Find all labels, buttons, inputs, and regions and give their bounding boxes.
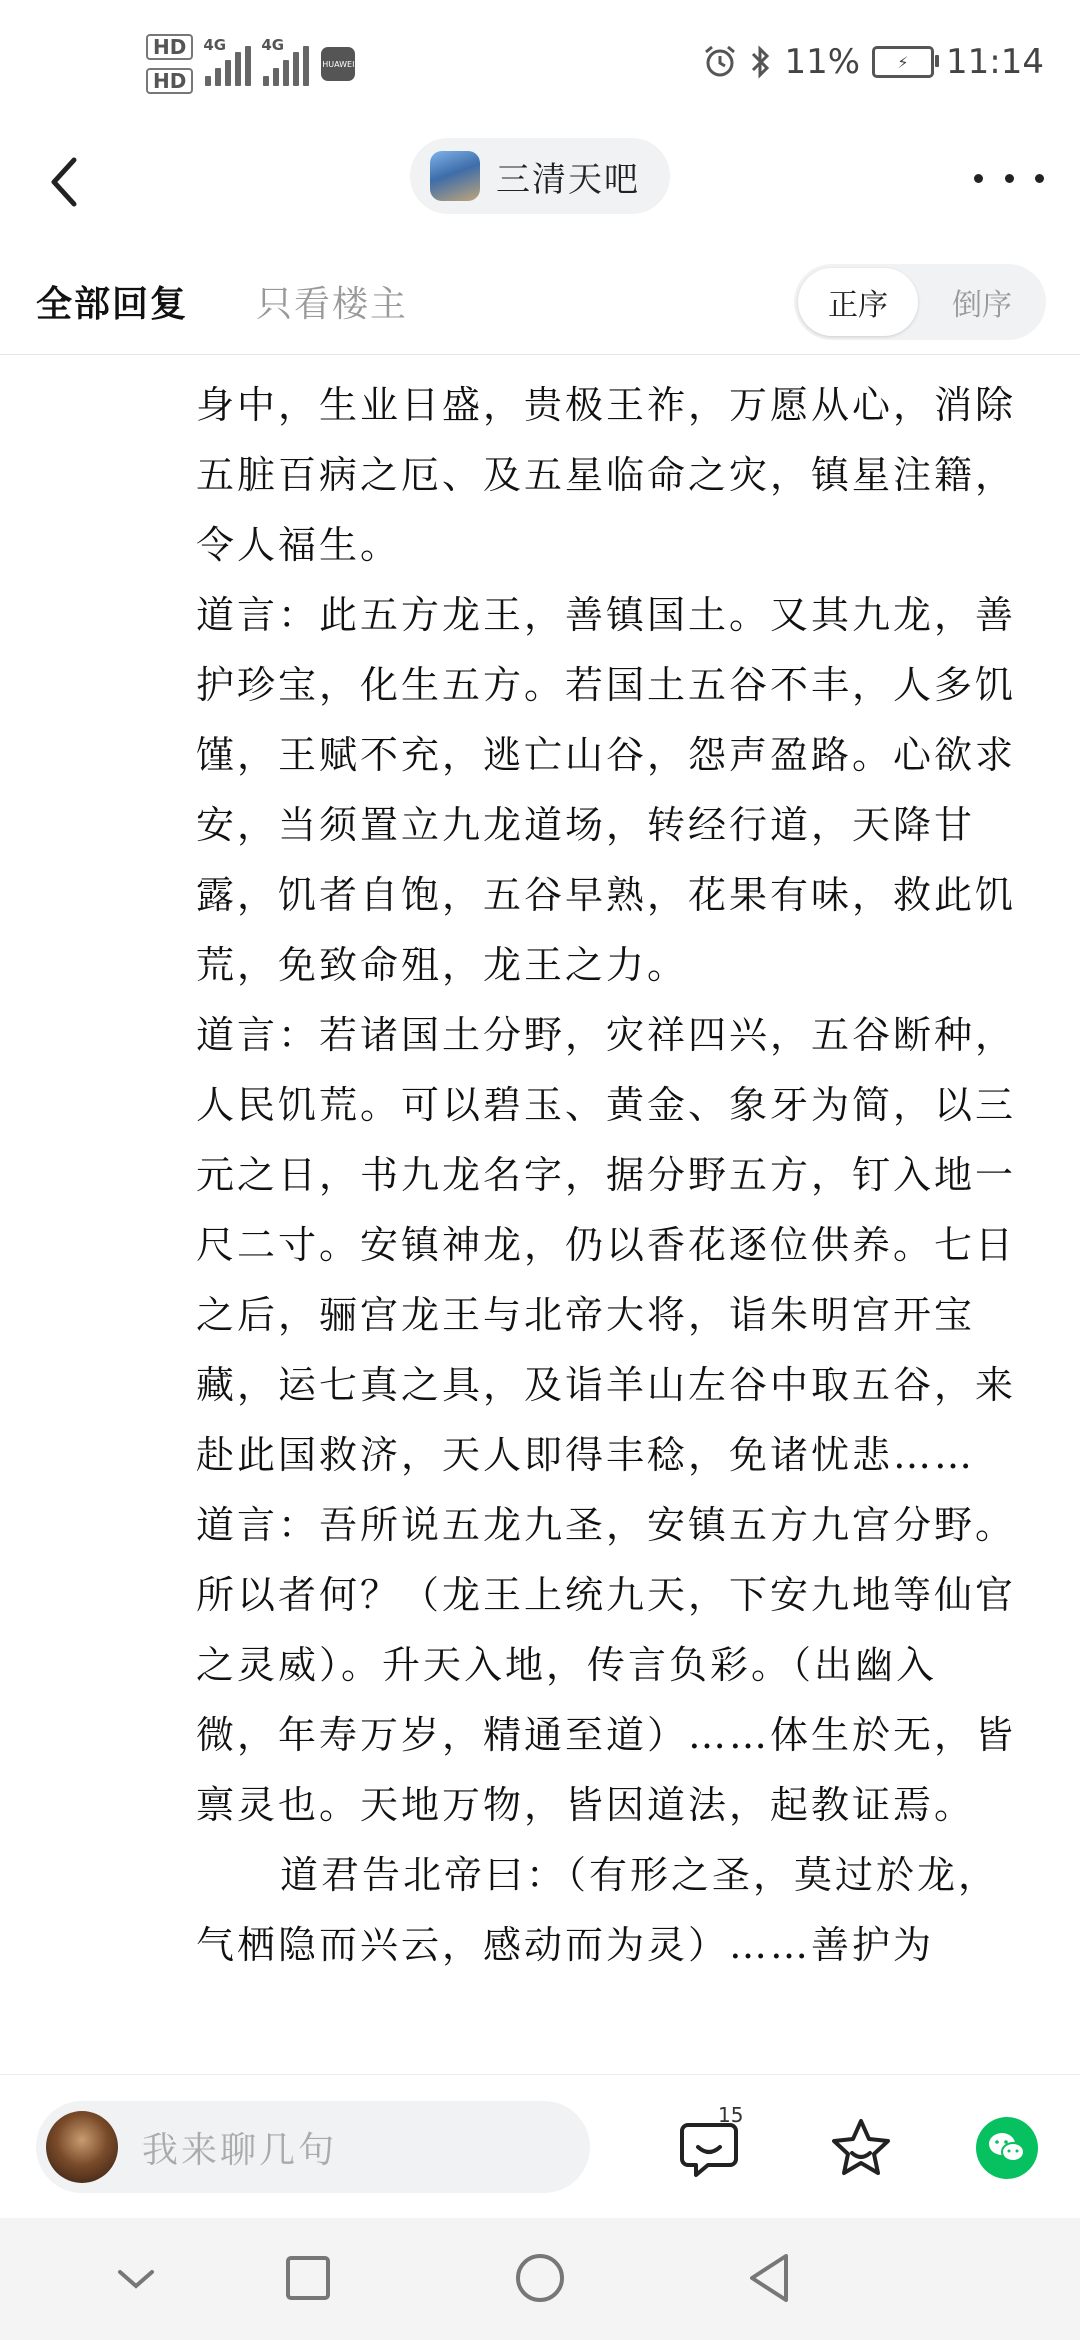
back-arrow-icon [40, 140, 100, 220]
network-type-2: 4G [261, 36, 285, 54]
network-type-1: 4G [203, 36, 227, 54]
back-button[interactable] [40, 140, 100, 220]
post-paragraph: 道言：此五方龙王，善镇国土。又其九龙，善护珍宝，化生五方。若国土五谷不丰，人多饥馑，王赋不充，逃亡山谷，怨声盈路。心欲求安，当须置立九龙道场，转经行道，天降甘露，饥者自饱，五谷早熟，花果有味，救此饥荒，免致命殂，龙王之力。 [196, 593, 1016, 987]
circle-icon [510, 2248, 570, 2308]
favorite-button[interactable] [826, 2113, 896, 2183]
status-bar [0, 0, 1080, 130]
square-icon [278, 2248, 338, 2308]
bluetooth-icon [750, 44, 772, 80]
system-navigation-bar [0, 2218, 1080, 2340]
tab-all-replies[interactable]: 全部回复 [36, 284, 189, 325]
nav-collapse-button[interactable] [106, 2248, 166, 2308]
nav-back-button[interactable] [740, 2248, 800, 2308]
carrier-app-icon: HUAWEI [321, 47, 355, 81]
clock: 11:14 [946, 42, 1044, 82]
wechat-share-button[interactable] [976, 2117, 1038, 2179]
forum-title-button[interactable] [410, 138, 670, 214]
sort-ascending-button[interactable]: 正序 [798, 268, 918, 336]
post-paragraph: 道言：若诸国土分野，灾祥四兴，五谷断种，人民饥荒。可以碧玉、黄金、象牙为简，以三元之日，书九龙名字，据分野五方，钉入地一尺二寸。安镇神龙，仍以香花逐位供养。七日之后，骊宫龙王与北帝大将，诣朱明宫开宝藏，运七真之具，及诣羊山左谷中取五谷，来赴此国救济，天人即得丰稔，免诸忧悲…… [196, 1013, 1016, 1477]
post-body [196, 370, 1016, 2070]
battery-icon: ⚡ [872, 46, 934, 78]
sort-order-toggle [794, 264, 1046, 340]
comment-count-badge: 15 [718, 2103, 744, 2127]
more-dots-icon[interactable] [974, 158, 1044, 198]
alarm-icon [702, 44, 738, 80]
post-paragraph: 道言：吾所说五龙九圣，安镇五方九宫分野。所以者何？（龙王上统九天，下安九地等仙官之灵威）。升天入地，传言负彩。（出幽入微，年寿万岁，精通至道）……体生於无，皆禀灵也。天地万物，皆因道法，起教证焉。 [196, 1503, 1016, 1827]
star-icon [826, 2113, 896, 2183]
top-nav-bar [0, 130, 1080, 240]
sort-descending-button[interactable]: 倒序 [952, 288, 1012, 323]
hd-badges [146, 34, 193, 94]
nav-home-button[interactable] [510, 2248, 570, 2308]
comment-input[interactable] [36, 2101, 590, 2193]
status-left-group [146, 34, 355, 94]
comment-input-placeholder: 我来聊几句 [142, 2129, 338, 2171]
tab-op-only[interactable]: 只看楼主 [256, 284, 409, 325]
hd-badge-2: HD [146, 68, 193, 94]
hd-badge-1: HD [146, 34, 193, 60]
forum-name: 三清天吧 [496, 159, 640, 200]
signal-icon-1 [203, 36, 251, 86]
signal-icon-2 [261, 36, 309, 86]
post-paragraph: 身中，生业日盛，贵极王祚，万愿从心，消除五脏百病之厄、及五星临命之灾，镇星注籍，令人福生。 [196, 383, 1016, 567]
chevron-down-icon [106, 2248, 166, 2308]
wechat-icon [987, 2131, 1027, 2165]
post-paragraph: 道君告北帝曰：（有形之圣，莫过於龙，气栖隐而兴云，感动而为灵）……善护为 [196, 1853, 1000, 1967]
comment-composer-bar [0, 2074, 1080, 2219]
reply-filter-bar [0, 250, 1080, 355]
status-right-group [702, 42, 1044, 82]
avatar [46, 2111, 118, 2183]
triangle-back-icon [740, 2248, 800, 2308]
forum-avatar [430, 151, 480, 201]
battery-percent: 11% [784, 42, 861, 82]
nav-recents-button[interactable] [278, 2248, 338, 2308]
